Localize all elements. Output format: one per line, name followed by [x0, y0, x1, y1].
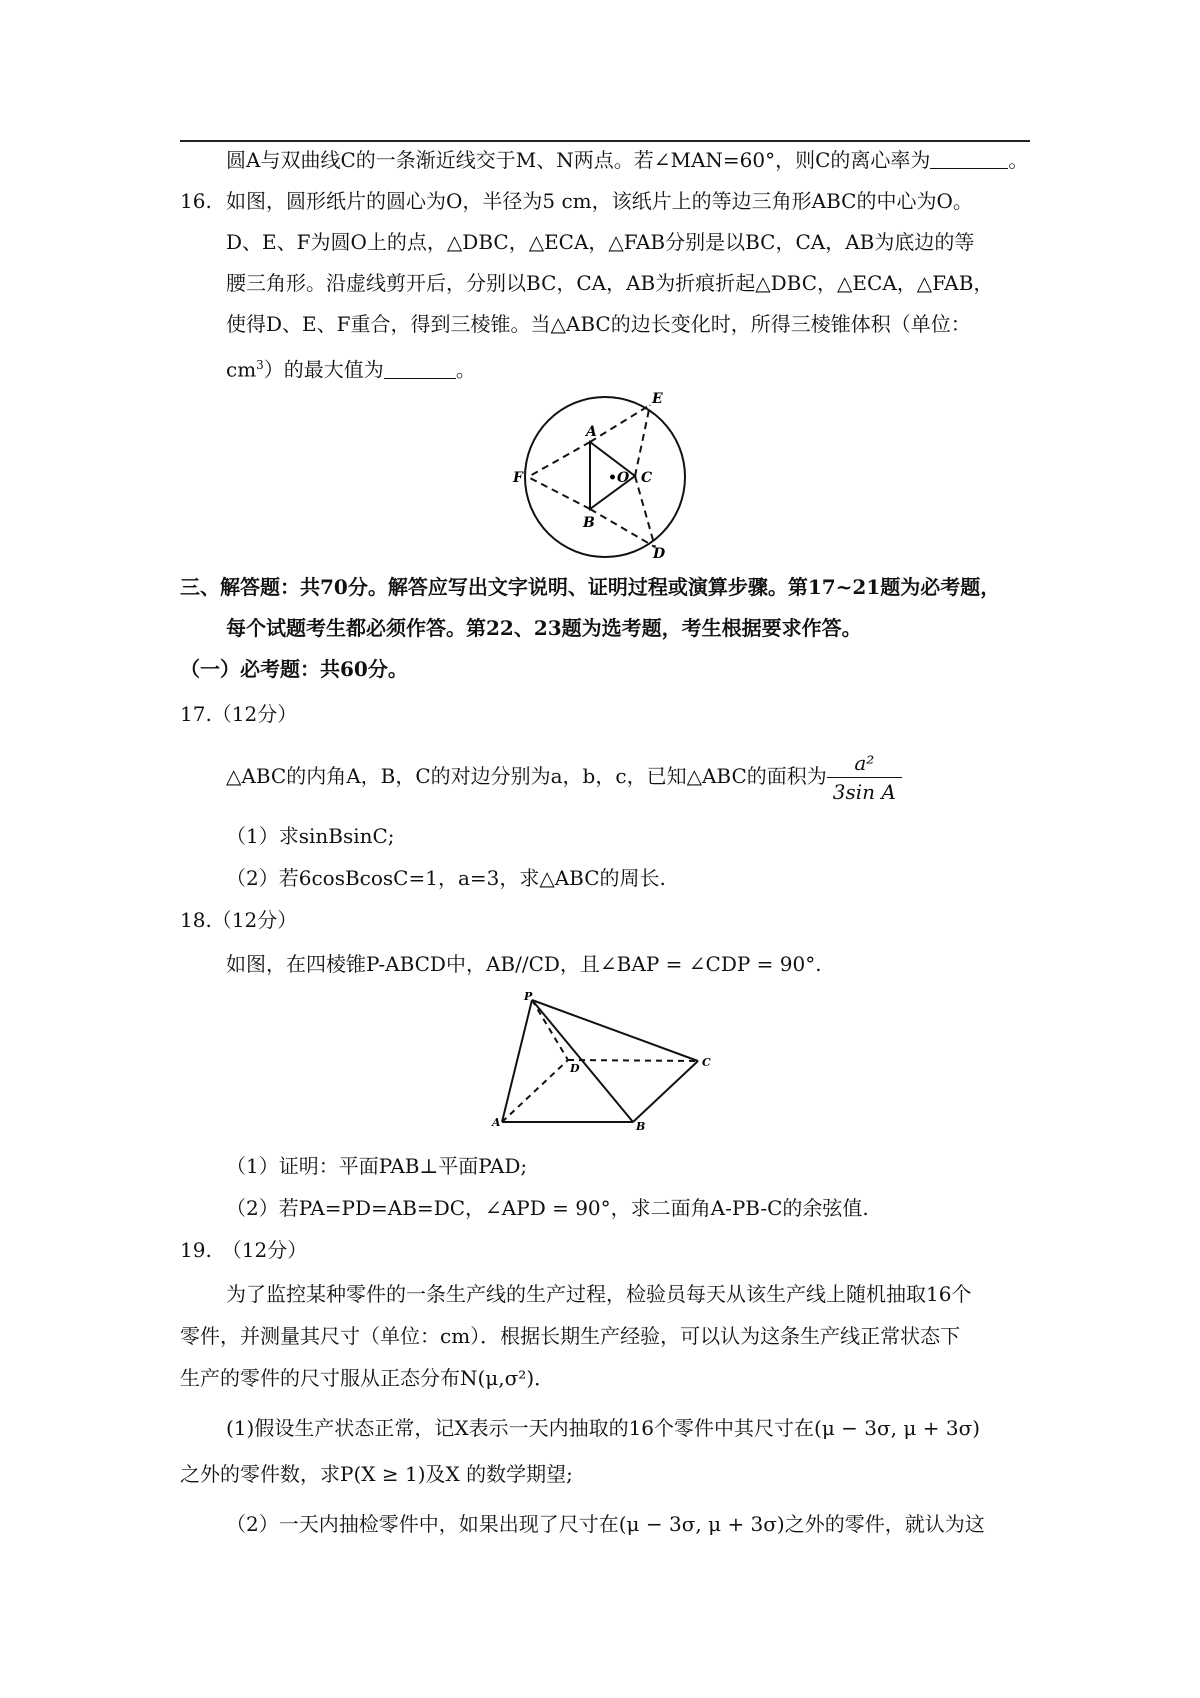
- q17-fraction-numerator: a²: [827, 749, 902, 778]
- q15-text: 圆A与双曲线C的一条渐近线交于M、N两点。若∠MAN=60°，则C的离心率为: [226, 148, 931, 172]
- q17-head: 17.（12分）: [180, 702, 298, 726]
- q16-label-A: A: [586, 424, 597, 440]
- q19-part-1a: (1)假设生产状态正常，记X表示一天内抽取的16个零件中其尺寸在(μ − 3σ, μ + 3σ): [226, 1416, 981, 1440]
- q15-answer-blank: [930, 148, 1008, 169]
- q18-figure: [490, 992, 720, 1132]
- q16-unit: cm: [226, 357, 257, 382]
- q16-line-4: 使得D、E、F重合，得到三棱锥。当△ABC的边长变化时，所得三棱锥体积（单位：: [226, 312, 971, 336]
- q16-label-B: B: [583, 515, 595, 531]
- q19-line-1: 为了监控某种零件的一条生产线的生产过程，检验员每天从该生产线上随机抽取16个: [226, 1282, 972, 1306]
- q18-label-C: C: [702, 1056, 711, 1069]
- q16-figure: [510, 390, 700, 560]
- q18-label-B: B: [636, 1120, 646, 1132]
- q17-area-fraction: [827, 749, 902, 806]
- q16-label-F: F: [513, 470, 523, 486]
- q16-line-5: [226, 351, 476, 384]
- q16-line-3: 腰三角形。沿虚线剪开后，分别以BC，CA，AB为折痕折起△DBC，△ECA，△FAB，: [226, 271, 994, 295]
- q19-line-2: 零件，并测量其尺寸（单位：cm）．根据长期生产经验，可以认为这条生产线正常状态下: [180, 1324, 961, 1348]
- q18-part-2: （2）若PA=PD=AB=DC，∠APD = 90°，求二面角A-PB-C的余弦值.: [226, 1196, 869, 1220]
- q18-label-P: P: [524, 992, 533, 1003]
- q16-unit-exp: 3: [256, 358, 264, 372]
- q17-stem-text: △ABC的内角A，B，C的对边分别为a，b，c，已知△ABC的面积为: [226, 764, 827, 788]
- q18-head: 18.（12分）: [180, 908, 298, 932]
- q15-end: 。: [1008, 148, 1029, 172]
- q16-label-O: •O: [608, 470, 630, 486]
- q17-stem: [226, 746, 902, 806]
- q16-answer-blank: [384, 358, 456, 379]
- q16-line-2: D、E、F为圆O上的点，△DBC，△ECA，△FAB分别是以BC，CA，AB为底边的等: [226, 230, 975, 254]
- q16-label-E: E: [652, 391, 663, 407]
- q16-line-1: 如图，圆形纸片的圆心为O，半径为5 cm，该纸片上的等边三角形ABC的中心为O。: [226, 189, 973, 213]
- q15-continuation: [226, 146, 1028, 174]
- q16-end: 。: [455, 357, 476, 382]
- q16-number: 16.: [180, 189, 212, 213]
- q19-part-2: （2）一天内抽检零件中，如果出现了尺寸在(μ − 3σ, μ + 3σ)之外的零件，就认为这: [226, 1512, 985, 1536]
- q18-stem: 如图，在四棱锥P-ABCD中，AB//CD，且∠BAP = ∠CDP = 90°.: [226, 952, 822, 976]
- section-3-line-1: 三、解答题：共70分。解答应写出文字说明、证明过程或演算步骤。第17~21题为必考题，: [180, 575, 1001, 599]
- q16-line-5-text: ）的最大值为: [263, 357, 384, 382]
- q18-part-1: （1）证明：平面PAB⊥平面PAD;: [226, 1154, 528, 1178]
- q19-part-1b: 之外的零件数，求P(X ≥ 1)及X 的数学期望;: [180, 1462, 573, 1486]
- q19-head: 19. （12分）: [180, 1238, 308, 1262]
- q17-part-2: （2）若6cosBcosC=1，a=3，求△ABC的周长.: [226, 866, 666, 890]
- q17-fraction-denominator: 3sin A: [832, 780, 896, 804]
- q17-part-1: （1）求sinBsinC;: [226, 824, 395, 848]
- q16-label-C: C: [641, 470, 653, 486]
- section-3-line-2: 每个试题考生都必须作答。第22、23题为选考题，考生根据要求作答。: [226, 616, 862, 640]
- subsection-1: （一）必考题：共60分。: [180, 657, 408, 681]
- q18-label-D: D: [570, 1062, 580, 1075]
- top-rule: [180, 140, 1030, 142]
- q16-label-D: D: [653, 546, 666, 560]
- q19-line-3: 生产的零件的尺寸服从正态分布N(μ,σ²)．: [180, 1366, 555, 1390]
- q18-label-A: A: [492, 1116, 501, 1129]
